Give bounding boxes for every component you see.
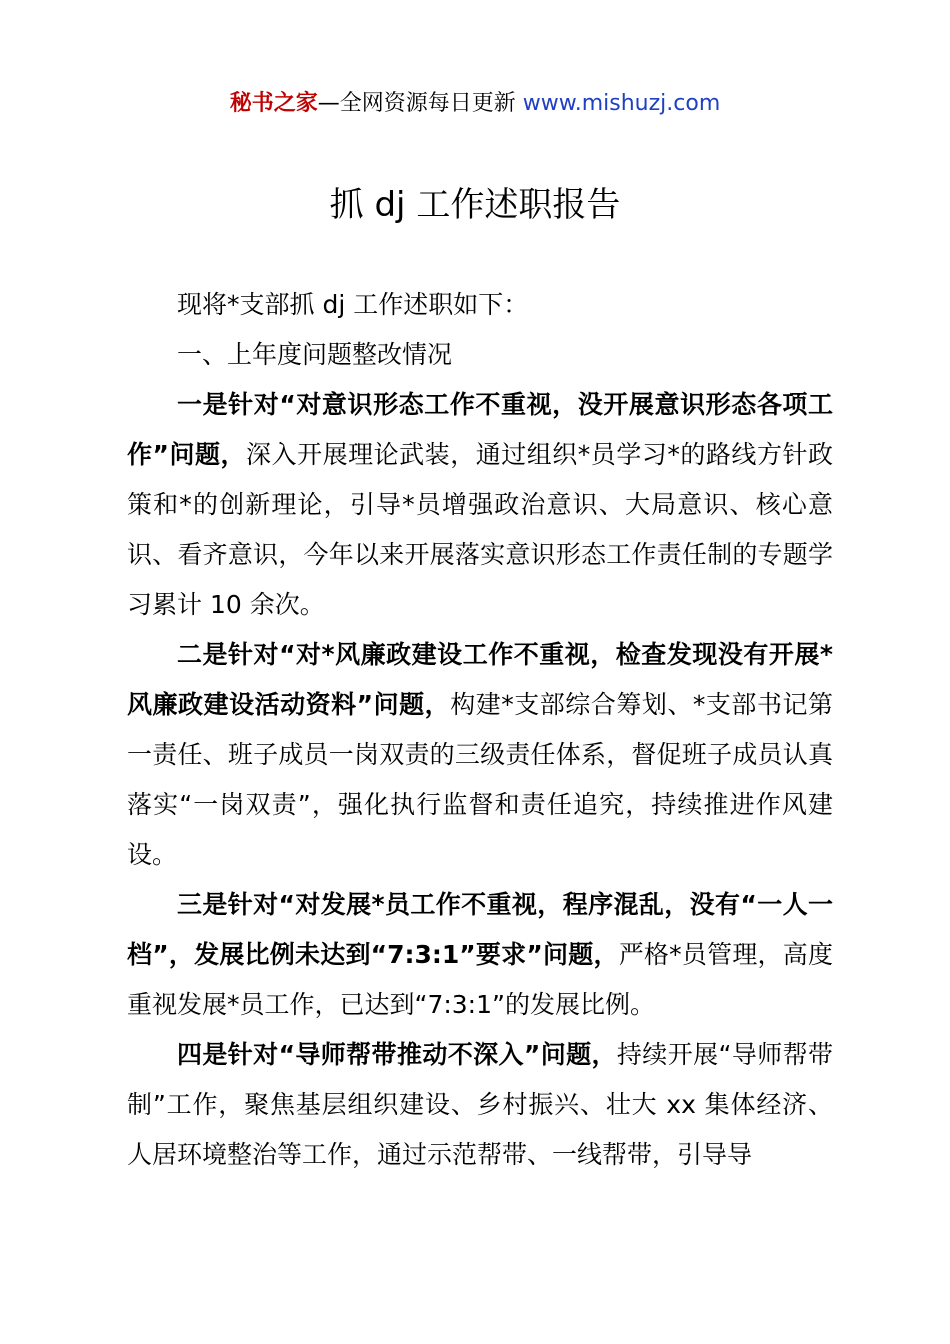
item-paragraph-3: 三是针对“对发展*员工作不重视，程序混乱，没有“一人一档”，发展比例未达到“7:3:1”要求”问题，严格*员管理，高度重视发展*员工作，已达到“7:3:1”的发展比例。 [127,890,833,1019]
site-brand: 秘书之家 [229,91,318,116]
item-paragraph-4: 四是针对“导师帮带推动不深入”问题，持续开展“导师帮带制”工作，聚焦基层组织建设、乡村振兴、壮大 xx 集体经济、人居环境整治等工作，通过示范帮带、一线帮带，引导导 [127,1040,833,1169]
document-body [127,280,833,1180]
site-tagline: —全网资源每日更新 [317,91,523,116]
site-header [0,88,950,120]
item-paragraph-2: 二是针对“对*风廉政建设工作不重视，检查发现没有开展*风廉政建设活动资料”问题，构建*支部综合筹划、*支部书记第一责任、班子成员一岗双责的三级责任体系，督促班子成员认真落实“一岗双责”，强化执行监督和责任追究，持续推进作风建设。 [127,640,833,869]
intro-paragraph: 现将*支部抓 dj 工作述职如下： [177,290,529,319]
item-paragraph-1: 一是针对“对意识形态工作不重视，没开展意识形态各项工作”问题，深入开展理论武装，通过组织*员学习*的路线方针政策和*的创新理论，引导*员增强政治意识、大局意识、核心意识、看齐意识，今年以来开展落实意识形态工作责任制的专题学习累计 10 余次。 [127,390,833,619]
document-title: 抓 dj 工作述职报告 [329,185,621,225]
section-heading: 一、上年度问题整改情况 [177,340,453,369]
site-url-link[interactable]: www.mishuzj.com [522,91,721,116]
